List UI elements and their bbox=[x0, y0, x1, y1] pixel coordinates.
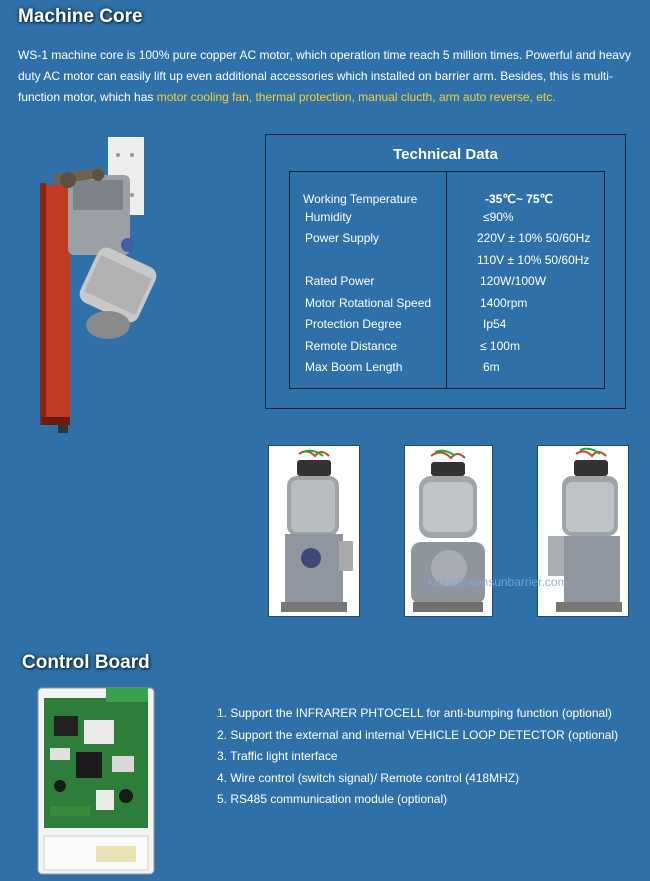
row-value-protection-degree: Ip54 bbox=[483, 317, 507, 331]
row-label-motor-speed: Motor Rotational Speed bbox=[305, 296, 432, 310]
row-value-humidity: ≤90% bbox=[483, 210, 514, 224]
control-board-features bbox=[217, 703, 618, 811]
machine-core-heading: Machine Core bbox=[18, 6, 143, 27]
table-divider bbox=[446, 172, 447, 388]
intro-highlight: motor cooling fan, thermal protection, manual clucth, arm auto reverse, etc. bbox=[156, 90, 556, 104]
motor-photo-side bbox=[404, 445, 493, 617]
technical-data-box bbox=[265, 134, 626, 409]
feature-item: 1. Support the INFRARER PHTOCELL for anti-bumping function (optional) bbox=[217, 706, 612, 720]
technical-data-table bbox=[289, 171, 605, 389]
row-label-rated-power: Rated Power bbox=[305, 274, 375, 288]
row-value-motor-speed: 1400rpm bbox=[480, 296, 528, 310]
row-label-protection-degree: Protection Degree bbox=[305, 317, 402, 331]
row-value-working-temperature: -35℃~ 75℃ bbox=[485, 192, 553, 206]
control-board-image bbox=[36, 686, 156, 876]
watermark-email: keira@wonsunbarrier.com bbox=[428, 575, 568, 589]
control-board-heading: Control Board bbox=[22, 652, 150, 673]
feature-item: 2. Support the external and internal VEHICLE LOOP DETECTOR (optional) bbox=[217, 727, 619, 742]
machine-core-intro bbox=[18, 45, 633, 108]
machine-core-image bbox=[28, 135, 158, 435]
row-value-max-boom-length: 6m bbox=[483, 360, 500, 374]
row-label-working-temperature: Working Temperature bbox=[303, 192, 418, 206]
row-value-power-supply-110v: 110V ± 10% 50/60Hz bbox=[477, 253, 590, 267]
row-value-remote-distance: ≤ 100m bbox=[480, 339, 520, 353]
motor-photo-rear bbox=[537, 445, 629, 617]
row-label-humidity: Humidity bbox=[305, 210, 352, 224]
row-label-remote-distance: Remote Distance bbox=[305, 339, 398, 353]
row-label-power-supply: Power Supply bbox=[305, 231, 380, 245]
feature-item: 5. RS485 communication module (optional) bbox=[217, 792, 448, 806]
feature-item: 3. Traffic light interface bbox=[217, 749, 338, 763]
feature-item: 4. Wire control (switch signal)/ Remote control (418MHZ) bbox=[217, 770, 520, 785]
intro-text: WS-1 machine core is 100% pure copper AC motor, which operation time reach 5 million times. Powerful and heavy duty AC motor can easily lift up even additional accessories which installed on barrier arm. Besides, this is multi-function motor, which has bbox=[18, 48, 631, 104]
technical-data-title: Technical Data bbox=[393, 146, 498, 163]
row-value-power-supply-220v: 220V ± 10% 50/60Hz bbox=[477, 231, 591, 245]
motor-photo-front bbox=[268, 445, 360, 617]
row-label-max-boom-length: Max Boom Length bbox=[305, 360, 403, 374]
row-value-rated-power: 120W/100W bbox=[480, 274, 547, 288]
